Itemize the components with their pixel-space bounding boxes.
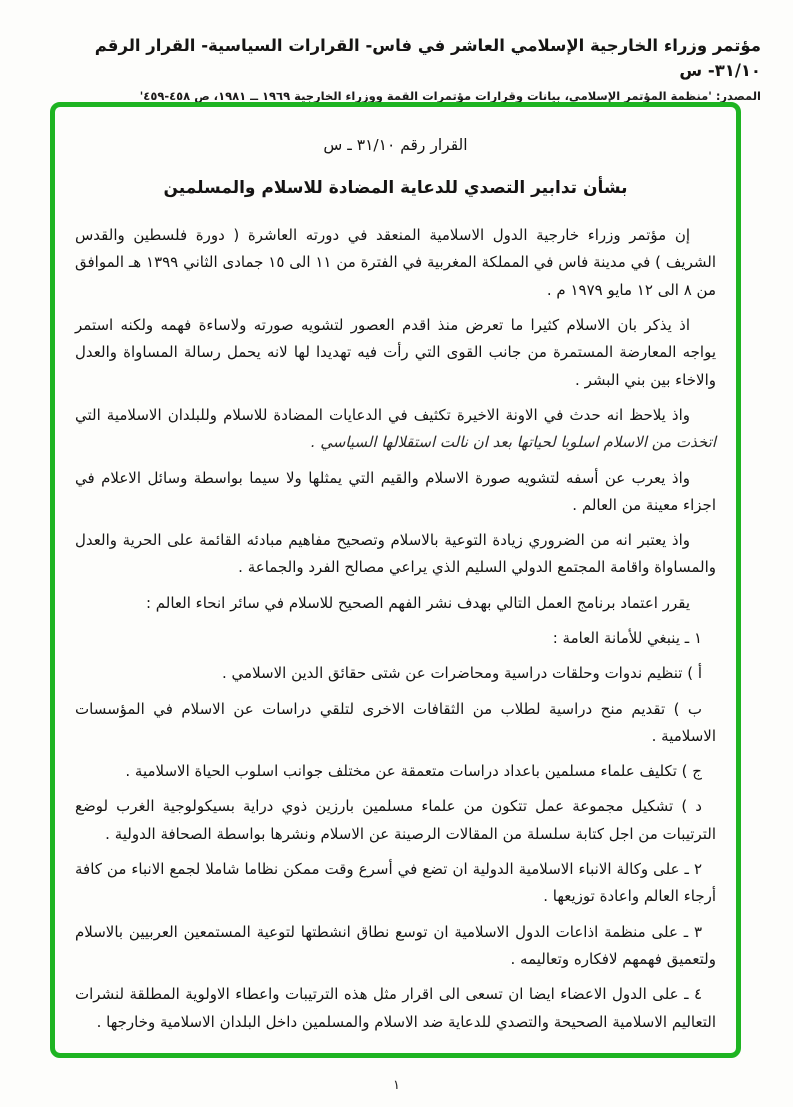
list-item-1a: أ ) تنظيم ندوات وحلقات دراسية ومحاضرات عن شتى حقائق الدين الاسلامي .: [222, 664, 702, 683]
preamble-paragraph-segment-handwritten: اتخذت من الاسلام اسلوبا لحياتها بعد ان نالت استقلالها السياسي .: [310, 433, 716, 452]
preamble-paragraph: اذ يذكر بان الاسلام كثيرا ما تعرض منذ اقدم العصور لتشويه صورته ولاساءة فهمه ولكنه استمر يواجه المعارضة المستمرة من جانب القوى التي رأت فيه تهديدا لها لانه يحمل رسالة المساواة والعدل والاخاء بين بني البشر .: [75, 316, 716, 389]
header-conference-title: مؤتمر وزراء الخارجية الإسلامي العاشر في فاس- القرارات السياسية- القرار الرقم ٣١/١٠- س: [94, 36, 761, 80]
list-item-3: ٣ ـ على منظمة اذاعات الدول الاسلامية ان توسع نطاق انشطتها لتوعية المستمعين العربيين بالاسلام ولتعميق فهمهم لافكاره وتعاليمه .: [75, 922, 716, 968]
highlight-box: [50, 102, 741, 1058]
list-item-2: ٢ ـ على وكالة الانباء الاسلامية الدولية ان تضع في أسرع وقت ممكن نظاما شاملا لجمع الانباء من كافة أرجاء العالم واعادة توزيعها .: [75, 860, 716, 906]
preamble-paragraph: واذ يعتبر انه من الضروري زيادة التوعية بالاسلام وتصحيح مفاهيم مبادئه القائمة على الحرية والعدل والمساواة واقامة المجتمع الدولي السليم الذي يراعي مصالح الفرد والجماعة .: [75, 531, 716, 577]
document-source-header: [40, 34, 761, 103]
header-source-citation: المصدر: 'منظمة المؤتمر الإسلامي، بيانات وقرارات مؤتمرات القمة ووزراء الخارجية ١٩٦٩ ــ ١٩٨١، ص ٤٥٨-٤٥٩': [139, 88, 761, 103]
preamble-paragraph: إن مؤتمر وزراء خارجية الدول الاسلامية المنعقد في دورته العاشرة ( دورة فلسطين والقدس الشريف ) في مدينة فاس في المملكة المغربية في الفترة من ١١ الى ١٥ جمادى الثاني ١٣٩٩ هـ الموافق من ٨ الى ١٢ مايو ١٩٧٩ م .: [75, 226, 716, 299]
resolution-body: [75, 131, 716, 1036]
operative-intro-paragraph: يقرر اعتماد برنامج العمل التالي بهدف نشر الفهم الصحيح للاسلام في سائر انحاء العالم :: [145, 593, 690, 612]
resolution-title: بشأن تدابير التصدي للدعاية المضادة للاسلام والمسلمين: [163, 178, 628, 199]
preamble-paragraph-segment: واذ يلاحظ انه حدث في الاونة الاخيرة تكثيف في الدعايات المضادة للاسلام وللبلدان الاسلامية التي: [75, 405, 690, 424]
preamble-paragraph: واذ يعرب عن أسفه لتشويه صورة الاسلام والقيم التي يمثلها ولا سيما بواسطة وسائل الاعلام في اجزاء معينة من العالم .: [75, 468, 716, 514]
resolution-number: القرار رقم ٣١/١٠ ـ س: [323, 136, 468, 154]
list-item-1c: ج ) تكليف علماء مسلمين باعداد دراسات متعمقة عن مختلف جوانب اسلوب الحياة الاسلامية .: [125, 762, 702, 781]
list-item-4: ٤ ـ على الدول الاعضاء ايضا ان تسعى الى اقرار مثل هذه الترتيبات واعطاء الاولوية المطلقة لنشرات التعاليم الاسلامية الصحيحة والتصدي للدعاية ضد الاسلام والمسلمين داخل البلدان الاسلامية وخارجها .: [75, 985, 716, 1031]
list-item-1d: د ) تشكيل مجموعة عمل تتكون من علماء مسلمين بارزين ذوي دراية بسيكولوجية الغرب لوضع الترتيبات من اجل كتابة سلسلة من المقالات الرصينة عن الاسلام ونشرها بواسطة الصحافة الدولية .: [75, 797, 716, 843]
page-number: ١: [393, 1078, 400, 1093]
list-item-1b: ب ) تقديم منح دراسية لطلاب من الثقافات الاخرى لتلقي دراسات عن الاسلام في المؤسسات الاسلامية .: [75, 699, 716, 745]
list-item-1: ١ ـ ينبغي للأمانة العامة :: [552, 629, 702, 647]
preamble-paragraph: [75, 402, 716, 457]
